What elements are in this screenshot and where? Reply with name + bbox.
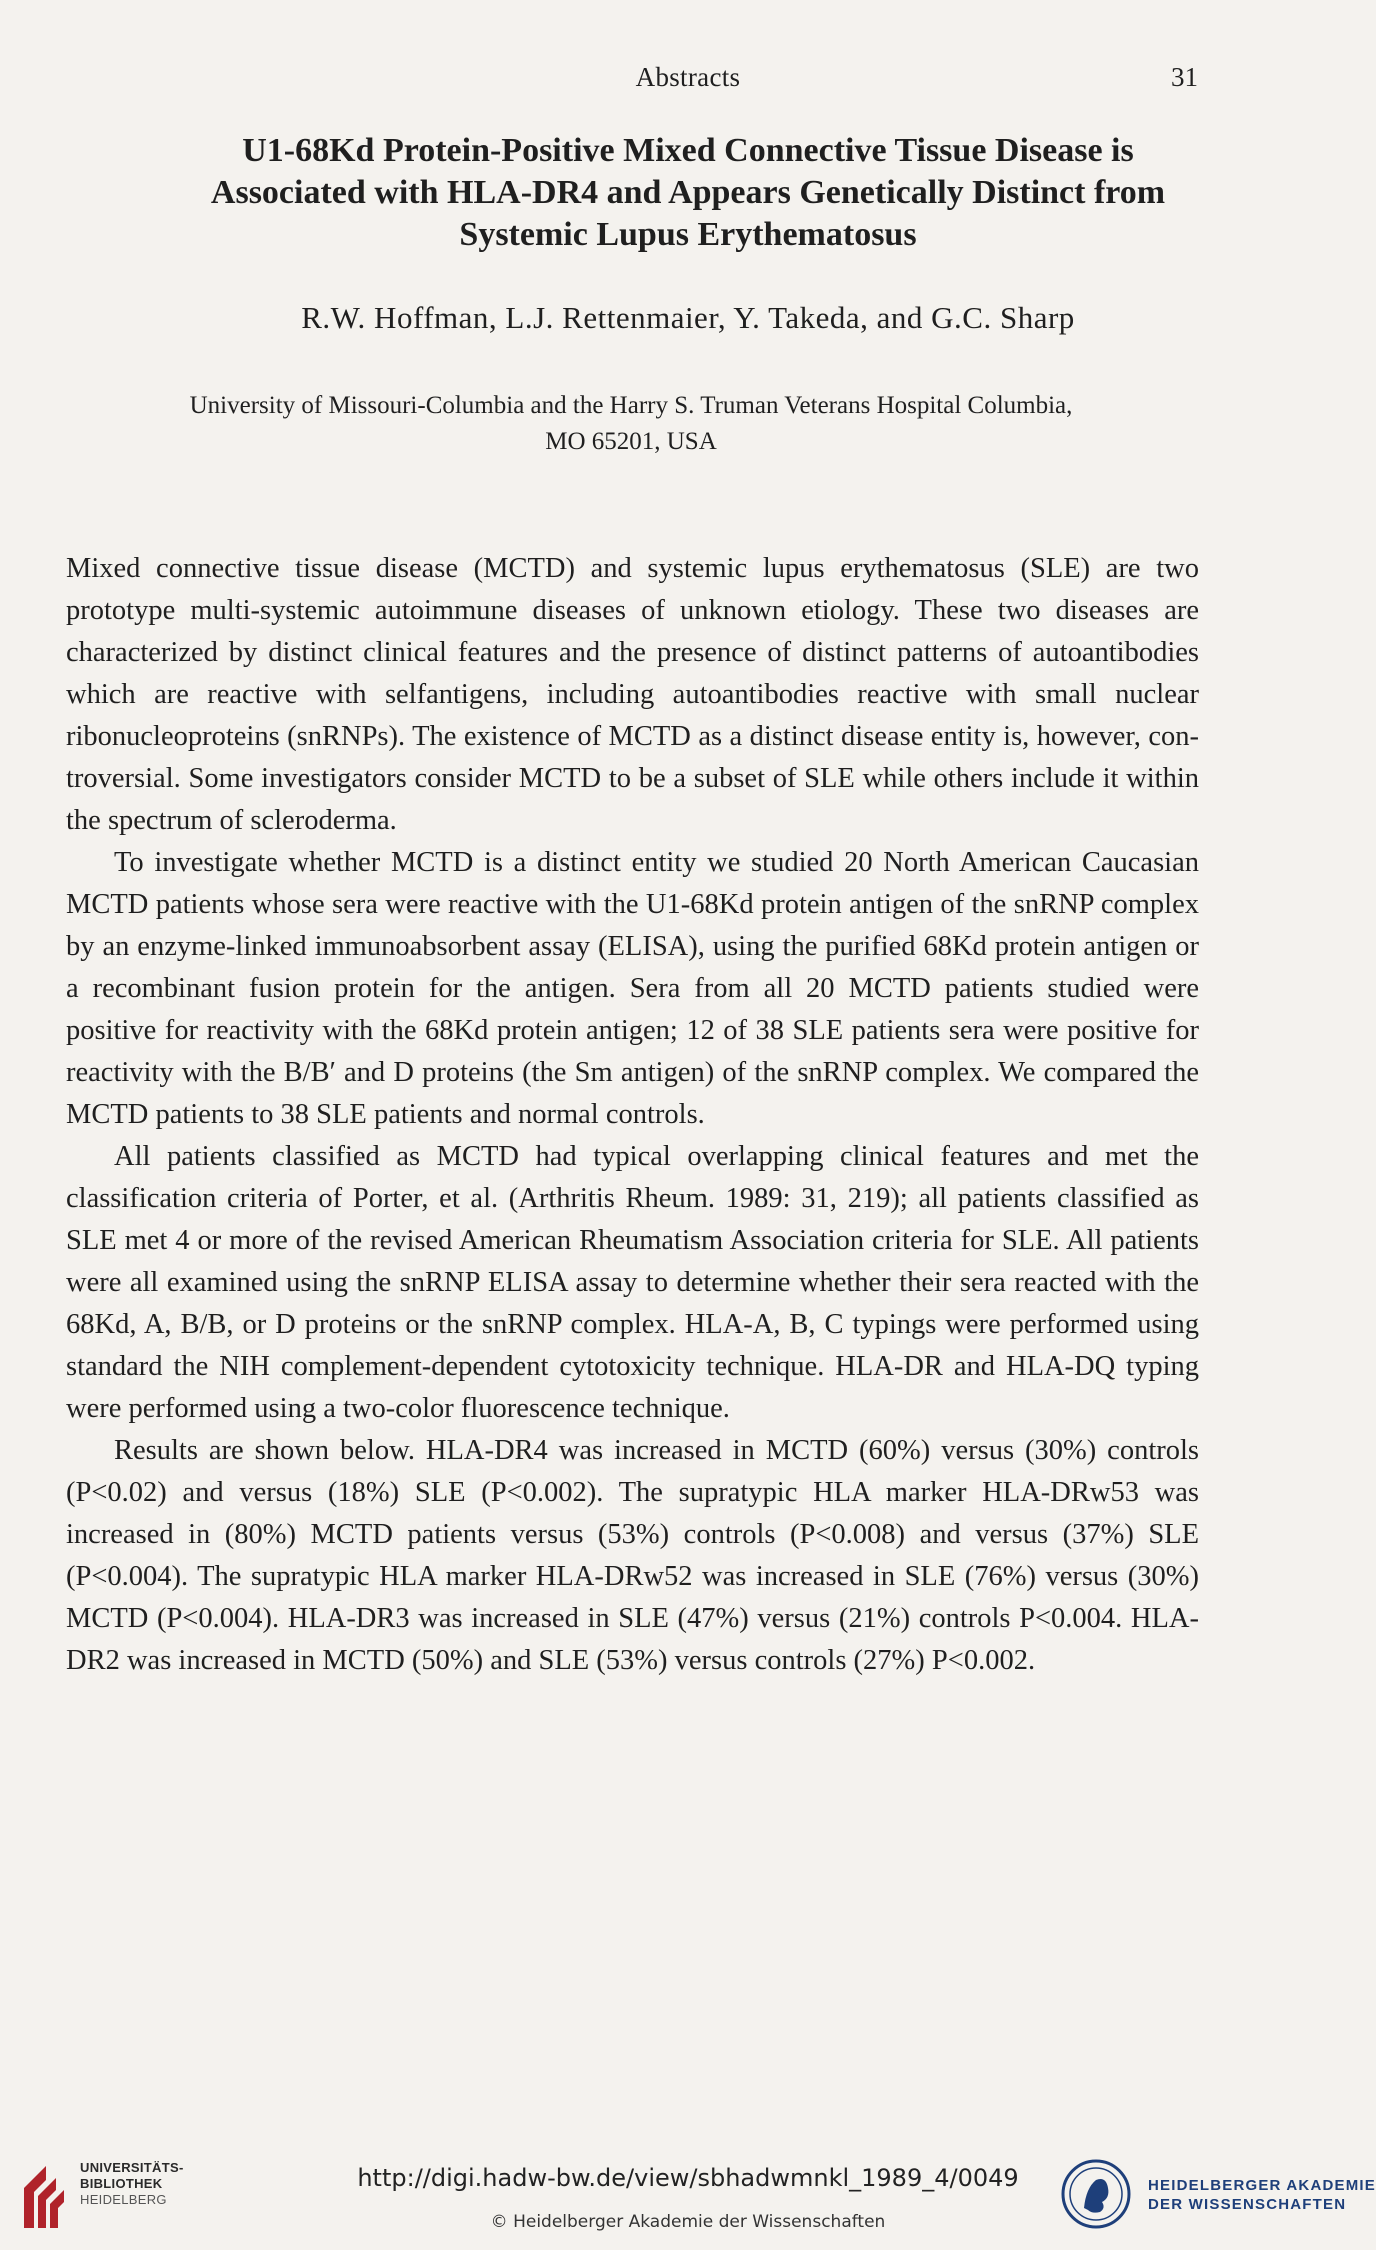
academy-name-line: HEIDELBERGER AKADEMIE: [1148, 2177, 1376, 2194]
title-line: Systemic Lupus Erythematosus: [459, 216, 917, 253]
digitization-footer: [0, 2158, 1376, 2250]
academy-name-line: DER WISSENSCHAFTEN: [1148, 2196, 1347, 2213]
author-list: R.W. Hoffman, L.J. Rettenmaier, Y. Takeda, and G.C. Sharp: [301, 300, 1075, 335]
running-title: Abstracts: [635, 62, 741, 92]
academy-seal-icon: [1060, 2158, 1132, 2230]
academy-name: [1148, 2176, 1376, 2214]
paragraph: All patients classified as MCTD had typical overlapping clinical features and met the classification criteria of Porter, et al. (Arthritis Rheum. 1989: 31, 219); all patients classified as SLE met 4 or more of the revised American Rheumatism Association criteria for SLE. All patients were all examined using the snRNP ELISA assay to determine whether their sera reacted with the 68Kd, A, B/B, or D proteins or the snRNP complex. HLA-A, B, C typings were performed using standard the NIH complement-dependent cytotoxicity technique. HLA-DR and HLA-DQ typing were performed using a two-color fluorescence technique.: [66, 1141, 1199, 1424]
paragraph: Results are shown below. HLA-DR4 was increased in MCTD (60%) versus (30%) controls (P<0.02) and versus (18%) SLE (P<0.002). The supratypic HLA marker HLA-DRw53 was increased in (80%) MCTD patients versus (53%) controls (P<0.008) and versus (37%) SLE (P<0.004). The supratypic HLA marker HLA-DRw52 was increased in SLE (76%) versus (30%) MCTD (P<0.004). HLA-DR3 was increased in SLE (47%) versus (21%) controls P<0.004. HLA-DR2 was increased in MCTD (50%) and SLE (53%) versus controls (27%) P<0.002.: [66, 1435, 1199, 1676]
title-line: U1-68Kd Protein-Positive Mixed Connective Tissue Disease is: [242, 132, 1134, 169]
paragraph: To investigate whether MCTD is a distinct entity we studied 20 North American Caucasian MCTD patients whose sera were reactive with the U1-68Kd protein antigen of the snRNP complex by an enzyme-linked immunoabsorbent assay (ELISA), using the purified 68Kd protein antigen or a recombinant fusion protein for the antigen. Sera from all 20 MCTD patients studied were positive for reactivity with the 68Kd protein antigen; 12 of 38 SLE patients sera were positive for reactivity with the B/B′ and D proteins (the Sm antigen) of the snRNP complex. We compared the MCTD patients to 38 SLE patients and normal controls.: [66, 847, 1199, 1130]
page-number: 31: [1171, 62, 1198, 92]
library-name-line: UNIVERSITÄTS-: [80, 2160, 184, 2175]
paragraph: Mixed connective tissue disease (MCTD) and systemic lupus erythematosus (SLE) are two prototype multi-systemic autoimmune diseases of unknown etiology. These two diseases are characterized by distinct clinical features and the presence of distinct patterns of autoantibodies which are reactive with selfantigens, including autoantibodies reactive with small nuclear ribonucleoproteins (snRNPs). The existence of MCTD as a distinct disease entity is, however, controversial. Some investigators consider MCTD to be a subset of SLE while others include it within the spectrum of scleroderma.: [66, 553, 1199, 836]
library-name-line: BIBLIOTHEK: [80, 2176, 163, 2191]
affiliation-line: University of Missouri-Columbia and the Harry S. Truman Veterans Hospital Columbia,: [189, 392, 1073, 419]
running-head: [0, 62, 1376, 102]
library-name-line: HEIDELBERG: [80, 2192, 167, 2207]
affiliation: [66, 388, 1196, 460]
title-line: Associated with HLA-DR4 and Appears Genetically Distinct from: [210, 174, 1166, 211]
article-title: [70, 130, 1306, 256]
abstract-body: [66, 548, 1199, 1682]
copyright-notice: © Heidelberger Akademie der Wissenschaften: [490, 2212, 886, 2232]
affiliation-line: MO 65201, USA: [545, 428, 717, 455]
source-url-link[interactable]: http://digi.hadw-bw.de/view/sbhadwmnkl_1989_4/0049: [357, 2164, 1019, 2192]
